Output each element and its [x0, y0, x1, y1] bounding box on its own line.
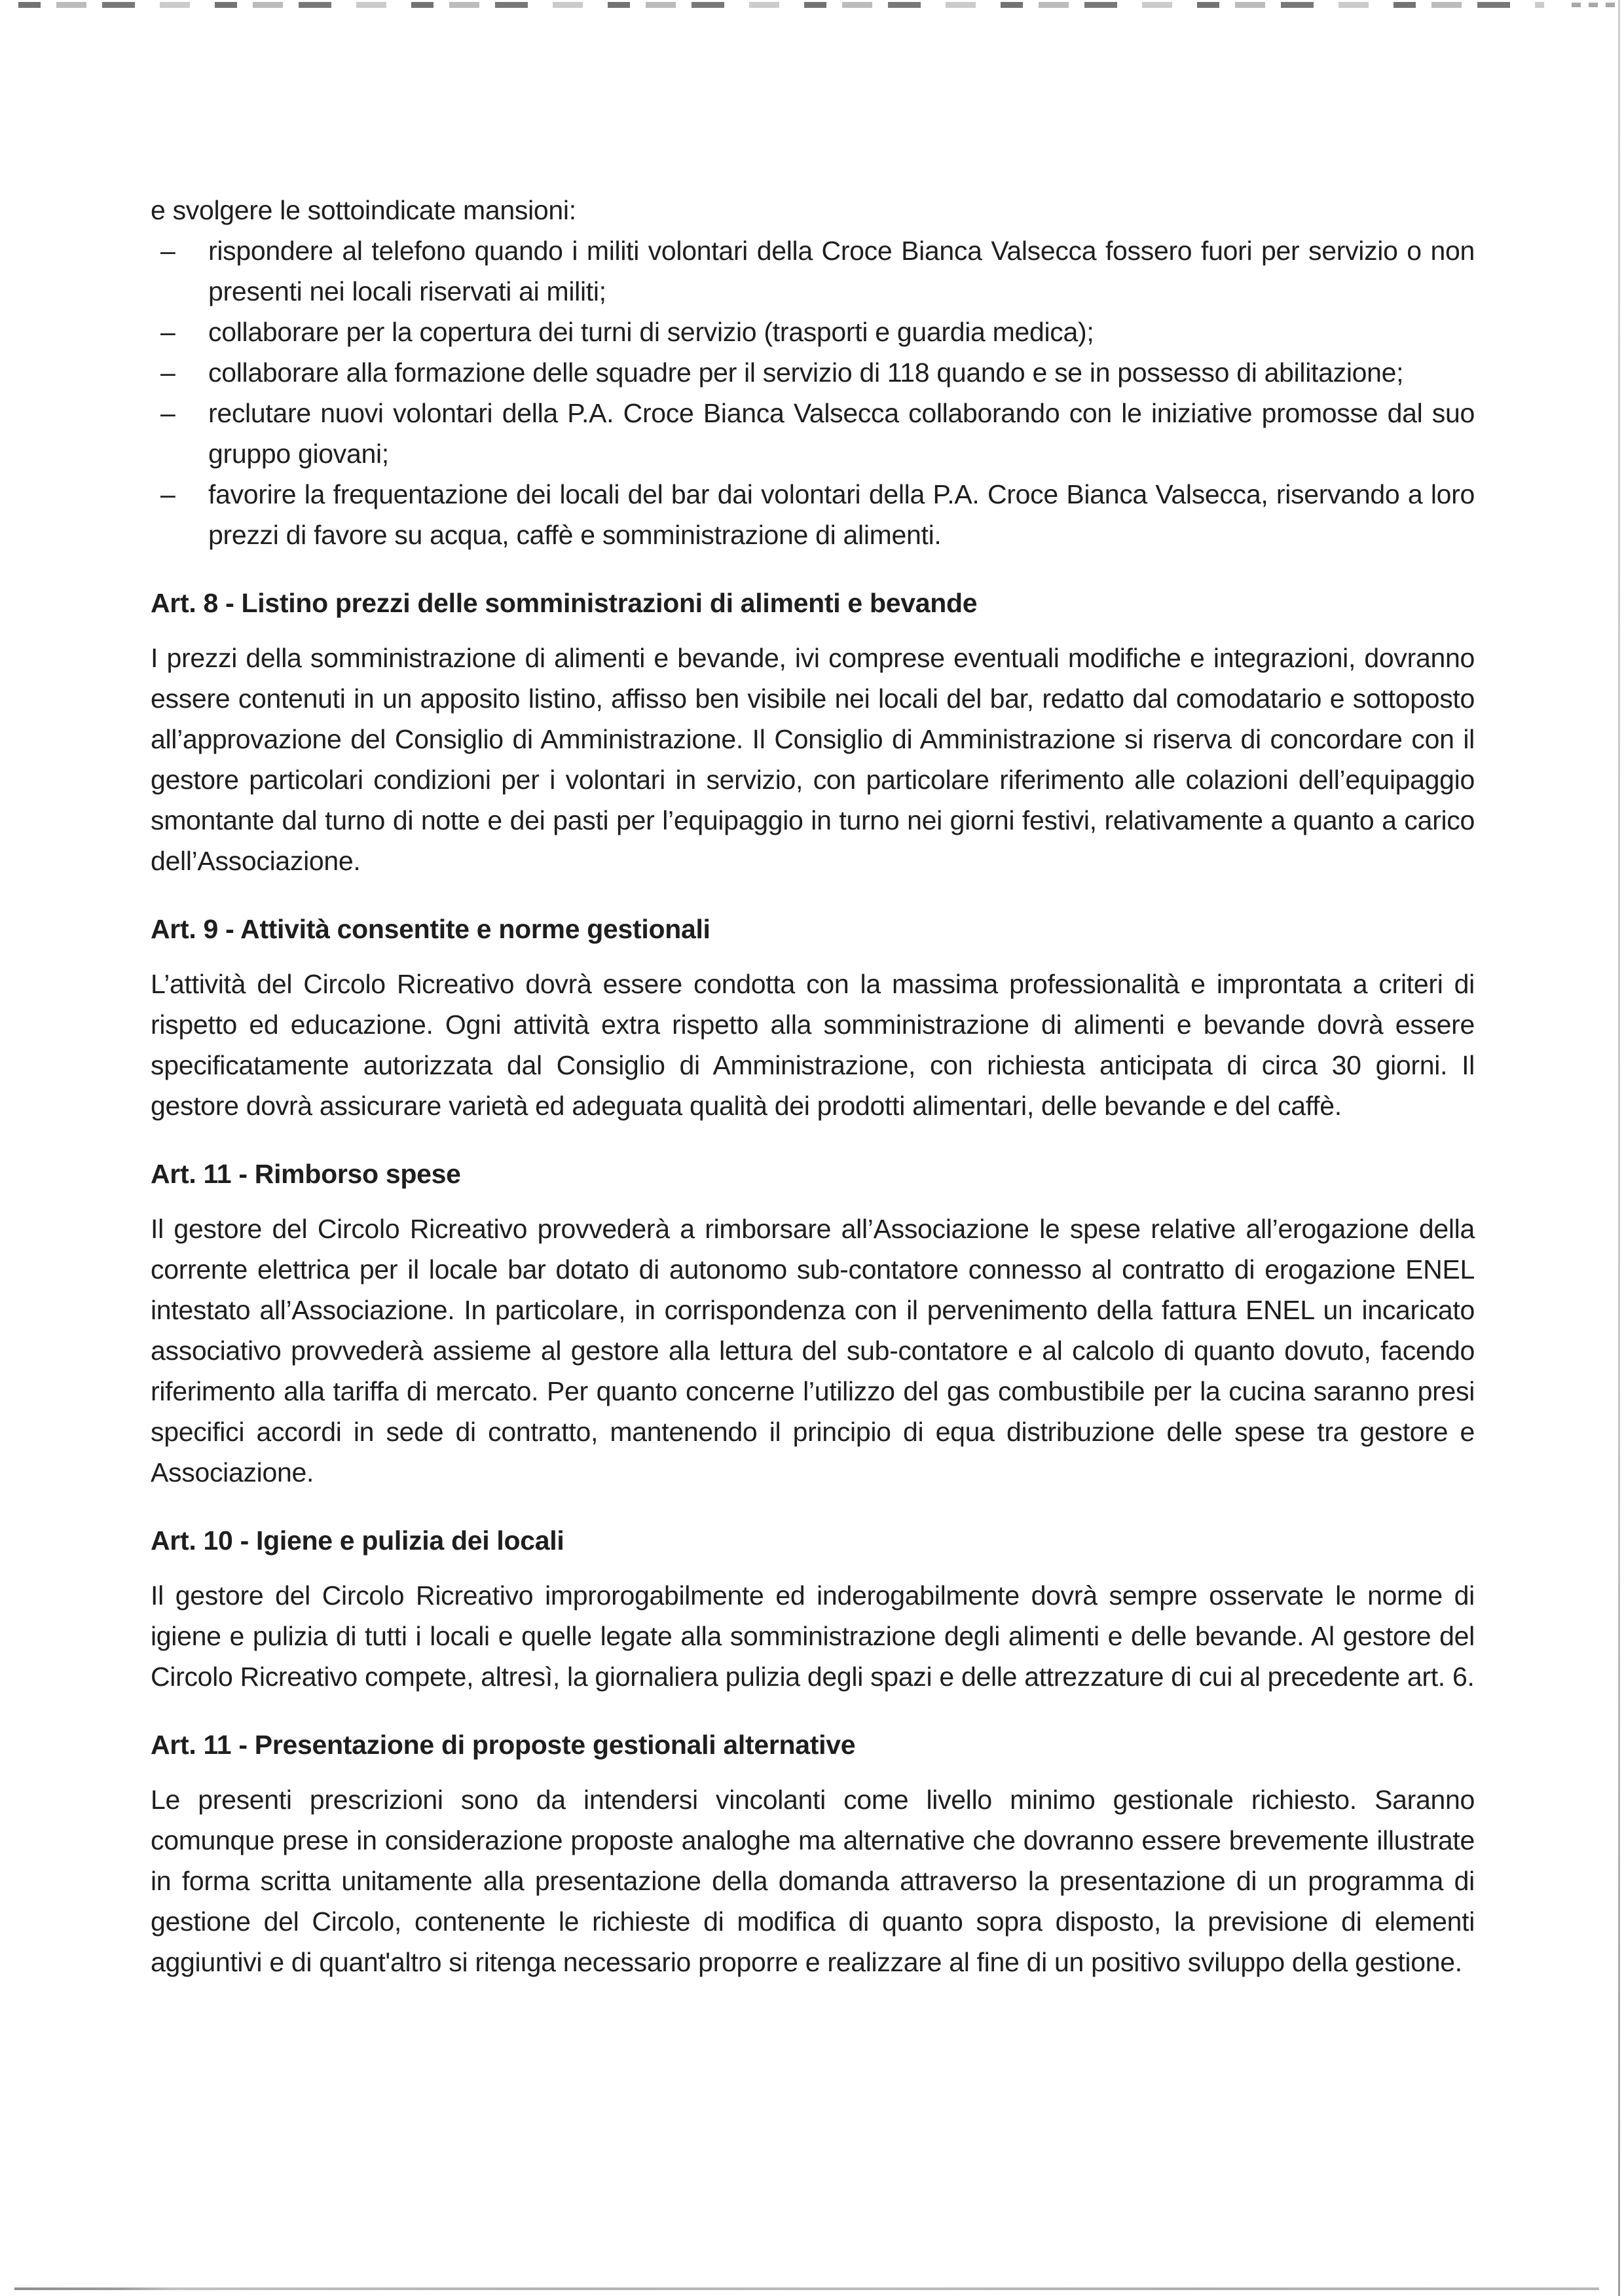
section-heading-art11-rimborso-spese: Art. 11 - Rimborso spese: [151, 1159, 461, 1189]
list-item: [151, 474, 1475, 555]
dash-bullet-marker: –: [160, 317, 175, 347]
list-item-text: favorire la frequentazione dei locali del bar dai volontari della P.A. Croce Bianca Valsecca, riservando a loro prezzi di favore su acqua, caffè e somministrazione di alimenti.: [208, 479, 1475, 550]
section-heading-art11-proposte-alternative: Art. 11 - Presentazione di proposte gestionali alternative: [151, 1730, 856, 1760]
list-item-text: rispondere al telefono quando i militi volontari della Croce Bianca Valsecca fossero fuori per servizio o non presenti nei locali riservati ai militi;: [208, 236, 1475, 306]
section-heading-art9-attivita-consentite: Art. 9 - Attività consentite e norme gestionali: [151, 914, 710, 944]
scan-noise-top-right-corner: [1572, 3, 1617, 7]
scan-line-right-edge: [1618, 0, 1620, 2296]
dash-bullet-marker: –: [160, 398, 175, 428]
document-content: [151, 190, 1475, 1982]
scan-noise-top-edge: [18, 2, 1544, 8]
list-item-text: reclutare nuovi volontari della P.A. Croce Bianca Valsecca collaborando con le iniziative promosse dal suo gruppo giovani;: [208, 398, 1475, 469]
section-heading-art8-listino-prezzi: Art. 8 - Listino prezzi delle somministrazioni di alimenti e bevande: [151, 588, 978, 618]
dash-bullet-marker: –: [160, 479, 175, 509]
section-body-art8-listino-prezzi: I prezzi della somministrazione di alimenti e bevande, ivi comprese eventuali modifiche e integrazioni, dovranno essere contenuti in un apposito listino, affisso ben visibile nei locali del bar, redatto dal comodatario e sottoposto all’approvazione del Consiglio di Amministrazione. Il Consiglio di Amministrazione si riserva di concordare con il gestore particolari condizioni per i volontari in servizio, con particolare riferimento alle colazioni dell’equipaggio smontante dal turno di notte e dei pasti per l’equipaggio in turno nei giorni festivi, relativamente a quanto a carico dell’Associazione.: [151, 643, 1475, 876]
section-body-art9-attivita-consentite: L’attività del Circolo Ricreativo dovrà essere condotta con la massima professionalità e improntata a criteri di rispetto ed educazione. Ogni attività extra rispetto alla somministrazione di alimenti e bevande dovrà essere specificatamente autorizzata dal Consiglio di Amministrazione, con richiesta anticipata di circa 30 giorni. Il gestore dovrà assicurare varietà ed adeguata qualità dei prodotti alimentari, delle bevande e del caffè.: [151, 969, 1475, 1121]
list-item: [151, 230, 1475, 312]
scan-line-bottom-edge: [14, 2287, 1599, 2290]
section-heading-art10-igiene-pulizia: Art. 10 - Igiene e pulizia dei locali: [151, 1525, 564, 1556]
list-item: [151, 312, 1475, 352]
list-item: [151, 352, 1475, 393]
section-body-art11-proposte-alternative: Le presenti prescrizioni sono da intendersi vincolanti come livello minimo gestionale richiesto. Saranno comunque prese in considerazione proposte analoghe ma alternative che dovranno essere brevemente illustrate in forma scritta unitamente alla presentazione della domanda attraverso la presentazione di un programma di gestione del Circolo, contenente le richieste di modifica di quanto sopra disposto, la previsione di elementi aggiuntivi e di quant'altro si ritenga necessario proporre e realizzare al fine di un positivo sviluppo della gestione.: [151, 1785, 1475, 1977]
list-item-text: collaborare alla formazione delle squadre per il servizio di 118 quando e se in possesso di abilitazione;: [208, 357, 1404, 388]
duties-list: [151, 230, 1475, 555]
intro-line: e svolgere le sottoindicate mansioni:: [151, 195, 576, 225]
dash-bullet-marker: –: [160, 236, 175, 266]
list-item: [151, 393, 1475, 474]
section-body-art10-igiene-pulizia: Il gestore del Circolo Ricreativo improrogabilmente ed inderogabilmente dovrà sempre osservate le norme di igiene e pulizia di tutti i locali e quelle legate alla somministrazione degli alimenti e delle bevande. Al gestore del Circolo Ricreativo compete, altresì, la giornaliera pulizia degli spazi e delle attrezzature di cui al precedente art. 6.: [151, 1580, 1475, 1692]
section-body-art11-rimborso-spese: Il gestore del Circolo Ricreativo provvederà a rimborsare all’Associazione le spese relative all’erogazione della corrente elettrica per il locale bar dotato di autonomo sub-contatore connesso al contratto di erogazione ENEL intestato all’Associazione. In particolare, in corrispondenza con il pervenimento della fattura ENEL un incaricato associativo provvederà assieme al gestore alla lettura del sub-contatore e al calcolo di quanto dovuto, facendo riferimento alla tariffa di mercato. Per quanto concerne l’utilizzo del gas combustibile per la cucina saranno presi specifici accordi in sede di contratto, mantenendo il principio di equa distribuzione delle spese tra gestore e Associazione.: [151, 1214, 1475, 1487]
dash-bullet-marker: –: [160, 357, 175, 388]
list-item-text: collaborare per la copertura dei turni di servizio (trasporti e guardia medica);: [208, 317, 1094, 347]
